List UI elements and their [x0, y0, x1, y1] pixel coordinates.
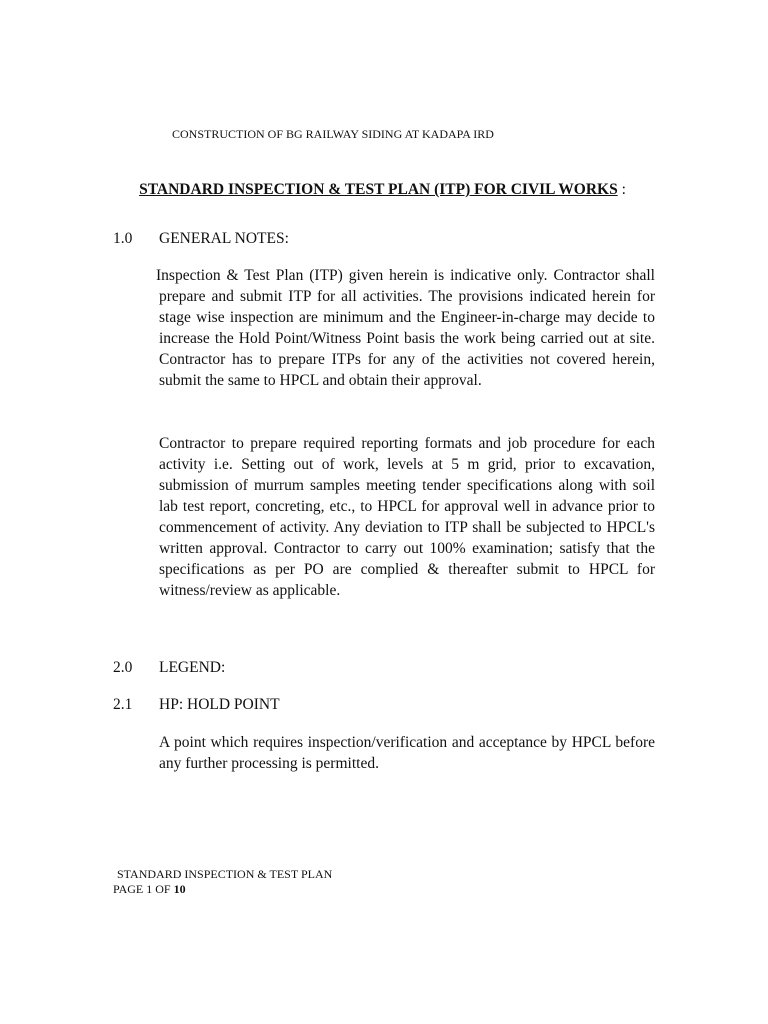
- document-title: [120, 180, 645, 199]
- general-notes-paragraph-2: Contractor to prepare required reporting formats and job procedure for each activity i.e. Setting out of work, levels at 5 m grid, prior to excavation, submission of murrum samples meeting tender specifications along with soil lab test report, concreting, etc., to HPCL for approval well in advance prior to commencement of activity. Any deviation to ITP shall be subjected to HPCL's written approval. Contractor to carry out 100% examination; satisfy that the specifications as per PO are complied & thereafter submit to HPCL for witness/review as applicable.: [159, 435, 655, 599]
- footer-doc-name: STANDARD INSPECTION & TEST PLAN: [117, 867, 333, 881]
- section-number-general: 1.0: [113, 230, 133, 247]
- document-title-suffix: :: [617, 181, 626, 198]
- general-notes-paragraph-1: Inspection & Test Plan (ITP) given herein is indicative only. Contractor shall prepare and submit ITP for all activities. The provisions indicated herein for stage wise inspection are minimum and the Engineer-in-charge may decide to increase the Hold Point/Witness Point basis the work being carried out at site. Contractor has to prepare ITPs for any of the activities not covered herein, submit the same to HPCL and obtain their approval.: [156, 267, 655, 389]
- section-heading-general: GENERAL NOTES:: [159, 230, 289, 247]
- footer-page-number: [113, 882, 332, 897]
- document-title-text: STANDARD INSPECTION & TEST PLAN (ITP) FOR CIVIL WORKS: [139, 181, 618, 198]
- footer-page-prefix: PAGE 1 OF: [113, 882, 174, 896]
- section-heading-hold-point: HP: HOLD POINT: [159, 696, 280, 713]
- page-footer: [113, 867, 332, 897]
- section-heading-legend: LEGEND:: [159, 659, 226, 676]
- footer-page-total: 10: [173, 882, 186, 896]
- hold-point-paragraph: A point which requires inspection/verification and acceptance by HPCL before any further processing is permitted.: [159, 734, 655, 772]
- section-number-legend: 2.0: [113, 659, 133, 676]
- section-number-hold-point: 2.1: [113, 696, 133, 713]
- project-header: CONSTRUCTION OF BG RAILWAY SIDING AT KADAPA IRD: [172, 127, 494, 141]
